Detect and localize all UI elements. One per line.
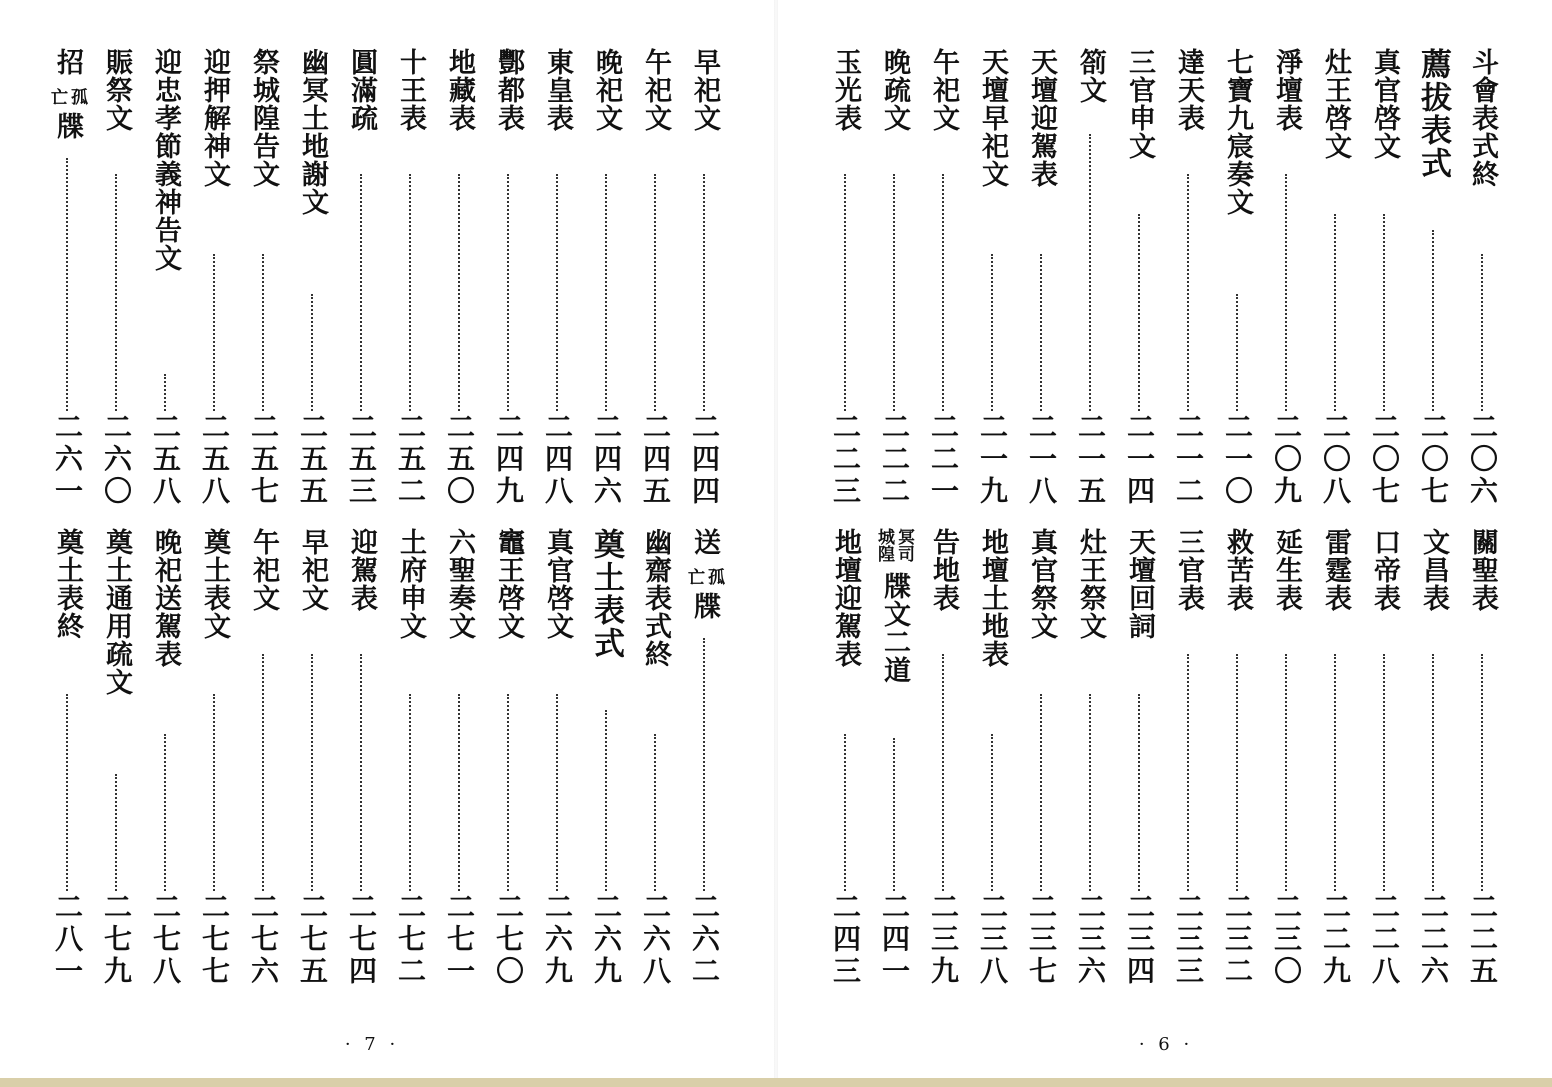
toc-entry-page: 二二六: [1417, 892, 1450, 988]
toc-band-top-right: [778, 48, 1552, 508]
toc-entry: [1266, 528, 1306, 988]
leader-dots: [1481, 654, 1483, 891]
toc-entry-title: 天壇回詞: [1124, 528, 1155, 640]
toc-entry-title: 祭城隍告文: [248, 48, 279, 188]
toc-entry-title: 奠土表式: [588, 528, 624, 660]
leader-dots: [458, 694, 460, 891]
leader-dots: [1040, 254, 1042, 411]
toc-entry-title: 七寶九宸奏文: [1222, 48, 1253, 216]
toc-entry-title: 救苦表: [1222, 528, 1253, 612]
toc-entry: [1168, 528, 1208, 988]
toc-entry-page: 二七四: [345, 892, 378, 988]
toc-entry-page: 二一二: [1172, 412, 1205, 508]
toc-entry: [1021, 48, 1061, 508]
toc-entry-page: 二〇八: [1319, 412, 1352, 508]
leader-dots: [409, 174, 411, 411]
toc-entry-title: 午祀文: [640, 48, 671, 132]
toc-entry-title: 天壇迎駕表: [1026, 48, 1057, 188]
leader-dots: [66, 694, 68, 891]
toc-entry-page: 二二九: [1319, 892, 1352, 988]
toc-entry-page: 二七七: [198, 892, 231, 988]
toc-entry: [537, 48, 577, 508]
leader-dots: [1236, 654, 1238, 891]
toc-entry-page: 二六九: [590, 892, 623, 988]
toc-entry-title: 土府申文: [395, 528, 426, 640]
toc-entry: [1119, 48, 1159, 508]
toc-entry: [972, 48, 1012, 508]
leader-dots: [458, 174, 460, 411]
toc-entry-title: 延生表: [1271, 528, 1302, 612]
toc-entry-page: 二二三: [829, 412, 862, 508]
toc-entry-page: 二五五: [296, 412, 329, 508]
leader-dots: [1285, 654, 1287, 891]
toc-entry: [1168, 48, 1208, 508]
toc-entry-page: 二六二: [688, 892, 721, 988]
toc-entry-title: 達天表: [1173, 48, 1204, 132]
toc-entry-page: 二七五: [296, 892, 329, 988]
toc-entry-title: 迎駕表: [346, 528, 377, 612]
toc-entry-title: 地壇土地表: [977, 528, 1008, 668]
toc-entry-title: 三官申文: [1124, 48, 1155, 160]
leader-dots: [1187, 174, 1189, 411]
toc-entry: [47, 528, 87, 988]
toc-entry-page: 二五七: [247, 412, 280, 508]
leader-dots: [1432, 230, 1434, 411]
toc-band-top-left: [0, 48, 774, 508]
toc-entry-page: 二〇九: [1270, 412, 1303, 508]
toc-entry-page: 二四一: [878, 892, 911, 988]
leader-dots: [942, 654, 944, 891]
toc-entry-title: 奠土表文: [199, 528, 230, 640]
toc-entry-page: 二一四: [1123, 412, 1156, 508]
leader-dots: [1383, 654, 1385, 891]
leader-dots: [1138, 214, 1140, 411]
toc-entry-title: 淨壇表: [1271, 48, 1302, 132]
toc-entry-page: 二三二: [1221, 892, 1254, 988]
toc-entry: [96, 528, 136, 988]
toc-entry-title: 斗會表式終: [1467, 48, 1498, 188]
toc-entry: [1119, 528, 1159, 988]
toc-entry-page: 二七一: [443, 892, 476, 988]
leader-dots: [991, 254, 993, 411]
toc-band-bottom-right: [778, 528, 1552, 988]
leader-dots: [115, 174, 117, 411]
toc-entry-title: 晚祀送駕表: [150, 528, 181, 668]
toc-entry-title-tail: 牒: [52, 112, 83, 140]
leader-dots: [703, 174, 705, 411]
toc-entry-page: 二四三: [829, 892, 862, 988]
toc-entry-page: 二〇七: [1368, 412, 1401, 508]
leader-dots: [213, 694, 215, 891]
toc-entry: [825, 48, 865, 508]
toc-entry: [1217, 48, 1257, 508]
toc-entry: [1021, 528, 1061, 988]
toc-entry-title: 地壇迎駕表: [830, 528, 861, 668]
toc-entry: [684, 48, 724, 508]
toc-entry-title: 招: [52, 48, 83, 76]
leader-dots: [507, 174, 509, 411]
leader-dots: [605, 710, 607, 891]
leader-dots: [556, 174, 558, 411]
toc-entry: [47, 48, 87, 508]
toc-entry-title: 送: [689, 528, 720, 556]
toc-entry-title: 地藏表: [444, 48, 475, 132]
leader-dots: [1187, 654, 1189, 891]
toc-entry-page: 二八一: [51, 892, 84, 988]
leader-dots: [115, 774, 117, 891]
toc-entry-title: 奠土表終: [52, 528, 83, 640]
page-left: [0, 0, 774, 1078]
toc-entry-note: 亡: [47, 88, 67, 105]
toc-entry: [292, 528, 332, 988]
toc-entry-title-tail: 牒: [689, 592, 720, 620]
toc-entry: [145, 48, 185, 508]
toc-entry: [1266, 48, 1306, 508]
toc-entry: [488, 528, 528, 988]
page-right: [778, 0, 1552, 1078]
toc-entry-page: 二一五: [1074, 412, 1107, 508]
toc-entry-page: 二四六: [590, 412, 623, 508]
leader-dots: [1138, 694, 1140, 891]
toc-entry-page: 二三九: [927, 892, 960, 988]
toc-entry-title: 關聖表: [1467, 528, 1498, 612]
toc-entry-page: 二七八: [149, 892, 182, 988]
page-bottom-edge: [0, 1078, 1552, 1087]
toc-entry: [1462, 48, 1502, 508]
leader-dots: [360, 174, 362, 411]
leader-dots: [942, 174, 944, 411]
toc-entry-note: 冥司: [894, 528, 914, 562]
toc-entry-page: 二〇六: [1466, 412, 1499, 508]
toc-entry: [586, 48, 626, 508]
leader-dots: [1040, 694, 1042, 891]
toc-entry-page: 二七二: [394, 892, 427, 988]
leader-dots: [1089, 134, 1091, 411]
toc-entry-title: 灶王啓文: [1320, 48, 1351, 160]
toc-entry-title: 迎押解神文: [199, 48, 230, 188]
toc-entry-title: 玉光表: [830, 48, 861, 132]
toc-entry: [1315, 48, 1355, 508]
toc-entry: [390, 528, 430, 988]
toc-entry-page: 二三八: [976, 892, 1009, 988]
toc-entry-page: 二七〇: [492, 892, 525, 988]
toc-entry-title: 真官啓文: [542, 528, 573, 640]
toc-entry: [586, 528, 626, 988]
toc-entry-page: 二五三: [345, 412, 378, 508]
toc-entry: [1364, 48, 1404, 508]
toc-entry-page: 二五八: [198, 412, 231, 508]
toc-entry-page: 二〇七: [1417, 412, 1450, 508]
toc-entry: [1413, 48, 1453, 508]
leader-dots: [1089, 694, 1091, 891]
toc-entry: [1462, 528, 1502, 988]
toc-entry: [874, 48, 914, 508]
page-number-right: · 6 ·: [1138, 1034, 1194, 1055]
toc-entry: [923, 528, 963, 988]
toc-entry: [439, 528, 479, 988]
toc-entry-title: 酆都表: [493, 48, 524, 132]
toc-entry-title: 奠土通用疏文: [101, 528, 132, 696]
leader-dots: [164, 734, 166, 891]
toc-entry-page: 二三四: [1123, 892, 1156, 988]
toc-entry-page: 二六八: [639, 892, 672, 988]
toc-entry: [194, 48, 234, 508]
toc-entry-page: 二七九: [100, 892, 133, 988]
toc-entry-title: 雷霆表: [1320, 528, 1351, 612]
leader-dots: [262, 654, 264, 891]
leader-dots: [556, 694, 558, 891]
leader-dots: [991, 734, 993, 891]
toc-entry-title: 晚祀文: [591, 48, 622, 132]
toc-entry-page: 二四九: [492, 412, 525, 508]
toc-entry-title: 六聖奏文: [444, 528, 475, 640]
toc-entry-title: 告地表: [928, 528, 959, 612]
toc-entry: [1315, 528, 1355, 988]
leader-dots: [1383, 214, 1385, 411]
toc-entry-title: 竈王啓文: [493, 528, 524, 640]
toc-entry: [537, 528, 577, 988]
toc-entry: [341, 48, 381, 508]
toc-entry-page: 二二二: [878, 412, 911, 508]
toc-entry-title: 東皇表: [542, 48, 573, 132]
leader-dots: [507, 694, 509, 891]
toc-entry-page: 二五八: [149, 412, 182, 508]
toc-entry-note: 孤: [704, 568, 724, 585]
leader-dots: [893, 174, 895, 411]
toc-entry-page: 二三六: [1074, 892, 1107, 988]
toc-entry-page: 二三三: [1172, 892, 1205, 988]
toc-entry-page: 二六九: [541, 892, 574, 988]
toc-entry: [390, 48, 430, 508]
leader-dots: [66, 158, 68, 411]
toc-entry-page: 二四八: [541, 412, 574, 508]
leader-dots: [213, 254, 215, 411]
toc-entry-title: 午祀文: [248, 528, 279, 612]
leader-dots: [703, 638, 705, 891]
toc-entry: [1070, 48, 1110, 508]
leader-dots: [844, 734, 846, 891]
toc-entry: [243, 48, 283, 508]
toc-entry-title: 天壇早祀文: [977, 48, 1008, 188]
leader-dots: [1285, 174, 1287, 411]
toc-entry-page: 二一九: [976, 412, 1009, 508]
toc-entry-title: 早祀文: [689, 48, 720, 132]
leader-dots: [1334, 654, 1336, 891]
toc-band-bottom-left: [0, 528, 774, 988]
toc-entry-title: 圓滿疏: [346, 48, 377, 132]
toc-entry: [1413, 528, 1453, 988]
toc-entry-title: 午祀文: [928, 48, 959, 132]
leader-dots: [844, 174, 846, 411]
leader-dots: [262, 254, 264, 411]
toc-entry-title: 灶王祭文: [1075, 528, 1106, 640]
toc-entry-page: 二七六: [247, 892, 280, 988]
page-number-left: · 7 ·: [344, 1034, 400, 1055]
leader-dots: [311, 294, 313, 411]
toc-entry-title: 幽冥土地謝文: [297, 48, 328, 216]
toc-entry-title: 真官啓文: [1369, 48, 1400, 160]
toc-entry-page: 二五二: [394, 412, 427, 508]
leader-dots: [360, 654, 362, 891]
toc-entry-page: 二三七: [1025, 892, 1058, 988]
toc-entry-title: 幽齋表式終: [640, 528, 671, 668]
toc-entry-page: 二六一: [51, 412, 84, 508]
toc-entry: [292, 48, 332, 508]
toc-entry-title: 文昌表: [1418, 528, 1449, 612]
toc-entry: [923, 48, 963, 508]
toc-entry-title: 真官祭文: [1026, 528, 1057, 640]
toc-entry-note: 城隍: [874, 528, 894, 562]
toc-entry-title: 口帝表: [1369, 528, 1400, 612]
leader-dots: [1432, 654, 1434, 891]
toc-entry-page: 二二一: [927, 412, 960, 508]
toc-entry: [825, 528, 865, 988]
leader-dots: [654, 734, 656, 891]
toc-entry: [1070, 528, 1110, 988]
toc-entry: [972, 528, 1012, 988]
toc-entry-title: 賑祭文: [101, 48, 132, 132]
toc-entry: [243, 528, 283, 988]
toc-entry: [1364, 528, 1404, 988]
toc-entry: [684, 528, 724, 988]
toc-entry-title: 箚文: [1075, 48, 1106, 104]
leader-dots: [164, 374, 166, 411]
toc-entry-page: 二一八: [1025, 412, 1058, 508]
toc-entry-page: 二三〇: [1270, 892, 1303, 988]
leader-dots: [1481, 254, 1483, 411]
toc-entry: [1217, 528, 1257, 988]
toc-entry: [341, 528, 381, 988]
toc-entry-page: 二二五: [1466, 892, 1499, 988]
toc-entry-title-tail: 牒文二道: [879, 572, 910, 684]
toc-entry-page: 二四五: [639, 412, 672, 508]
toc-entry-title: 迎忠孝節義神告文: [150, 48, 181, 272]
toc-entry: [874, 528, 914, 988]
toc-entry-page: 二六〇: [100, 412, 133, 508]
toc-entry-title: 十王表: [395, 48, 426, 132]
toc-entry-title: 早祀文: [297, 528, 328, 612]
toc-entry-page: 二五〇: [443, 412, 476, 508]
toc-entry: [439, 48, 479, 508]
toc-entry-page: 二一〇: [1221, 412, 1254, 508]
toc-entry-note: 亡: [684, 568, 704, 585]
toc-entry: [96, 48, 136, 508]
leader-dots: [605, 174, 607, 411]
toc-entry: [194, 528, 234, 988]
leader-dots: [893, 738, 895, 891]
toc-entry-page: 二二八: [1368, 892, 1401, 988]
toc-entry-title: 薦拔表式: [1415, 48, 1451, 180]
toc-entry: [145, 528, 185, 988]
leader-dots: [409, 694, 411, 891]
leader-dots: [1236, 294, 1238, 411]
toc-entry: [635, 48, 675, 508]
toc-entry: [488, 48, 528, 508]
toc-entry: [635, 528, 675, 988]
toc-entry-note: 孤: [67, 88, 87, 105]
toc-entry-title: 晚疏文: [879, 48, 910, 132]
toc-entry-title: 三官表: [1173, 528, 1204, 612]
toc-entry-page: 二四四: [688, 412, 721, 508]
leader-dots: [654, 174, 656, 411]
leader-dots: [311, 654, 313, 891]
leader-dots: [1334, 214, 1336, 411]
